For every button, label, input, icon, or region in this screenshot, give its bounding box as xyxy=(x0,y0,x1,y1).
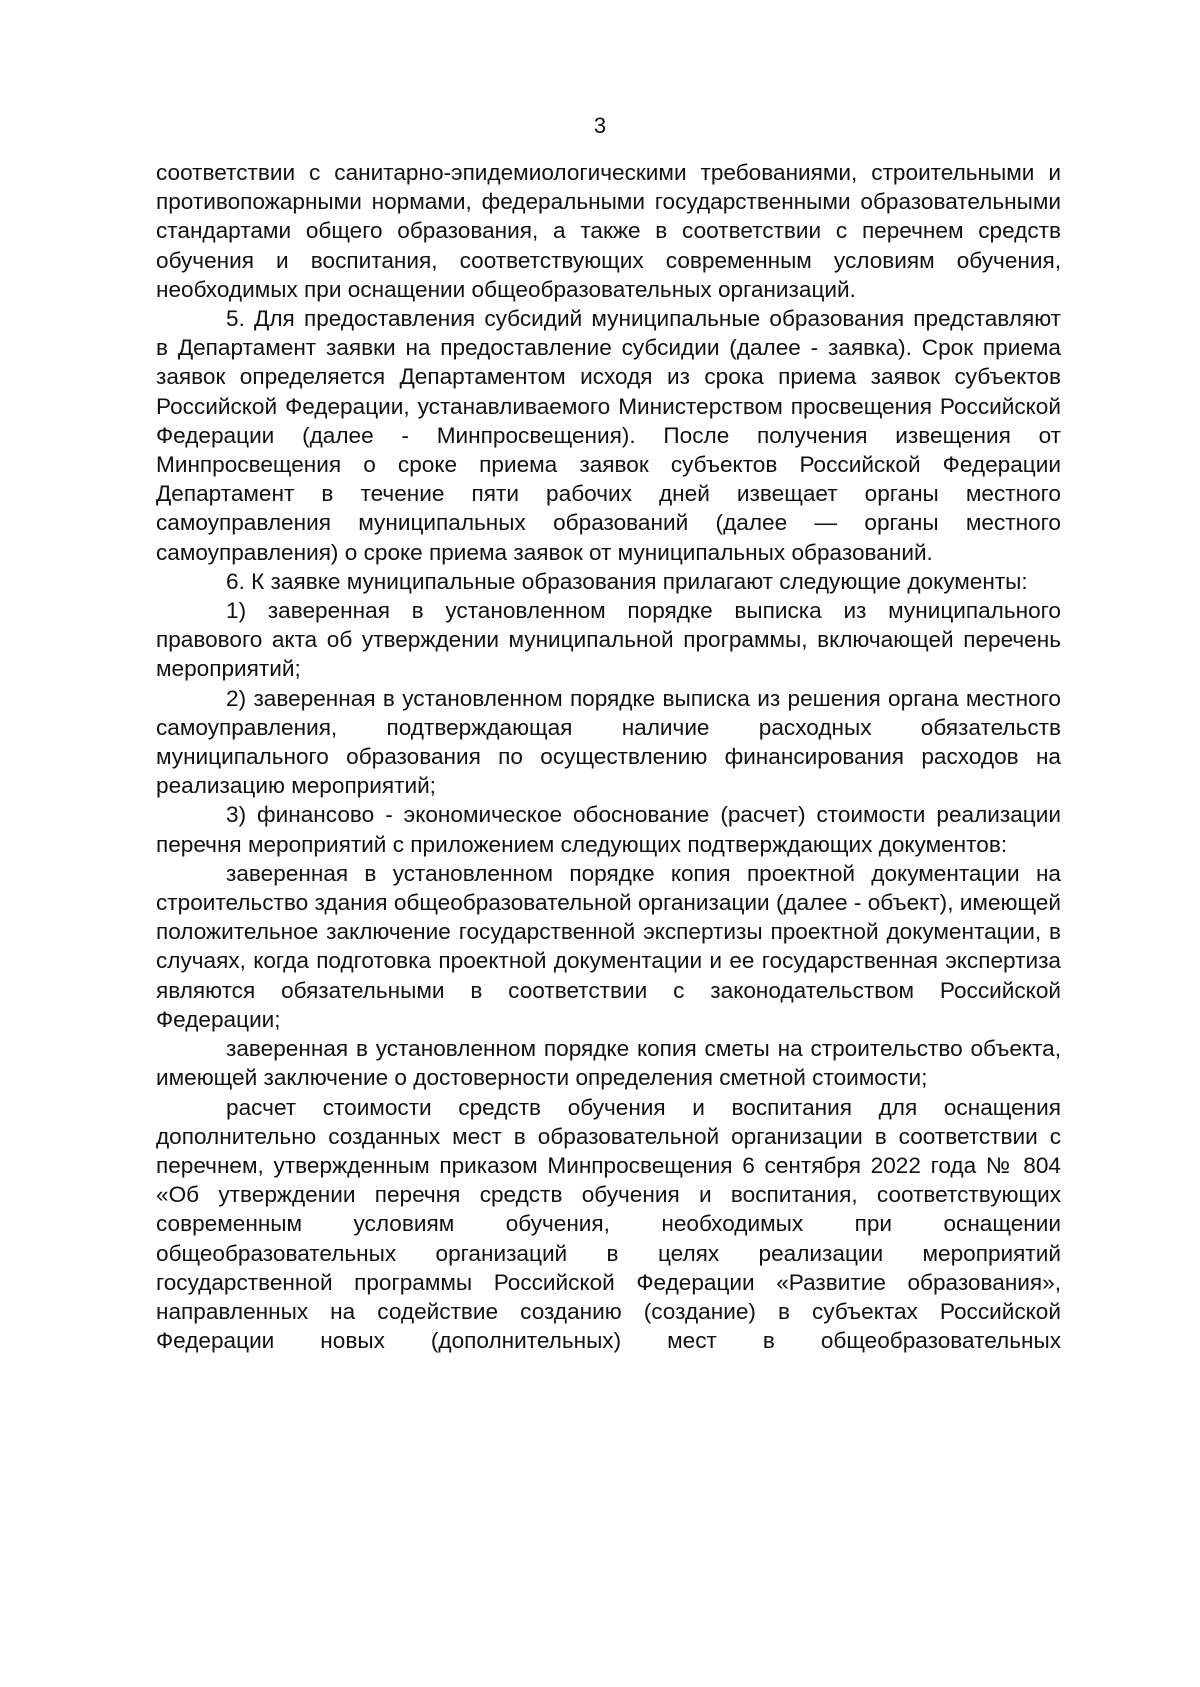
paragraph-equipment-cost: расчет стоимости средств обучения и воспитания для оснащения дополнительно созданных мест в образовательной организации в соответствии с перечнем, утвержденным приказом Минпросвещения 6 сентября 2022 года № 804 «Об утверждении перечня средств обучения и воспитания, соответствующих современным условиям обучения, необходимых при оснащении общеобразовательных организаций в целях реализации мероприятий государственной программы Российской Федерации «Развитие образования», направленных на содействие созданию (создание) в субъектах Российской Федерации новых (дополнительных) мест в общеобразовательных xyxy=(156,1094,1061,1354)
paragraph-item-5: 5. Для предоставления субсидий муниципальные образования представляют в Департамент заявки на предоставление субсидии (далее - заявка). Срок приема заявок определяется Департаментом исходя из срока приема заявок субъектов Российской Федерации, устанавливаемого Министерством просвещения Российской Федерации (далее - Минпросвещения). После получения извещения от Минпросвещения о сроке приема заявок субъектов Российской Федерации Департамент в течение пяти рабочих дней извещает органы местного самоуправления муниципальных образований (далее — органы местного самоуправления) о сроке приема заявок от муниципальных образований. xyxy=(156,306,1061,565)
document-body xyxy=(156,158,1061,1355)
paragraph-subitem-1: 1) заверенная в установленном порядке выписка из муниципального правового акта об утверждении муниципальной программы, включающей перечень мероприятий; xyxy=(156,598,1061,682)
paragraph-estimate-copy: заверенная в установленном порядке копия сметы на строительство объекта, имеющей заключение о достоверности определения сметной стоимости; xyxy=(156,1036,1061,1091)
paragraph-subitem-2: 2) заверенная в установленном порядке выписка из решения органа местного самоуправления, подтверждающая наличие расходных обязательств муниципального образования по осуществлению финансирования расходов на реализацию мероприятий; xyxy=(156,685,1061,799)
paragraph-continuation: соответствии с санитарно-эпидемиологическими требованиями, строительными и противопожарными нормами, федеральными государственными образовательными стандартами общего образования, а также в соответствии с перечнем средств обучения и воспитания, соответствующих современным условиям обучения, необходимых при оснащении общеобразовательных организаций. xyxy=(156,160,1061,302)
page-number: 3 xyxy=(593,113,607,138)
paragraph-project-documentation: заверенная в установленном порядке копия проектной документации на строительство здания общеобразовательной организации (далее - объект), имеющей положительное заключение государственной экспертизы проектной документации, в случаях, когда подготовка проектной документации и ее государственная экспертиза являются обязательными в соответствии с законодательством Российской Федерации; xyxy=(156,860,1061,1032)
paragraph-subitem-3: 3) финансово - экономическое обоснование (расчет) стоимости реализации перечня мероприятий с приложением следующих подтверждающих документов: xyxy=(156,802,1061,857)
paragraph-item-6: 6. К заявке муниципальные образования прилагают следующие документы: xyxy=(226,568,1028,594)
